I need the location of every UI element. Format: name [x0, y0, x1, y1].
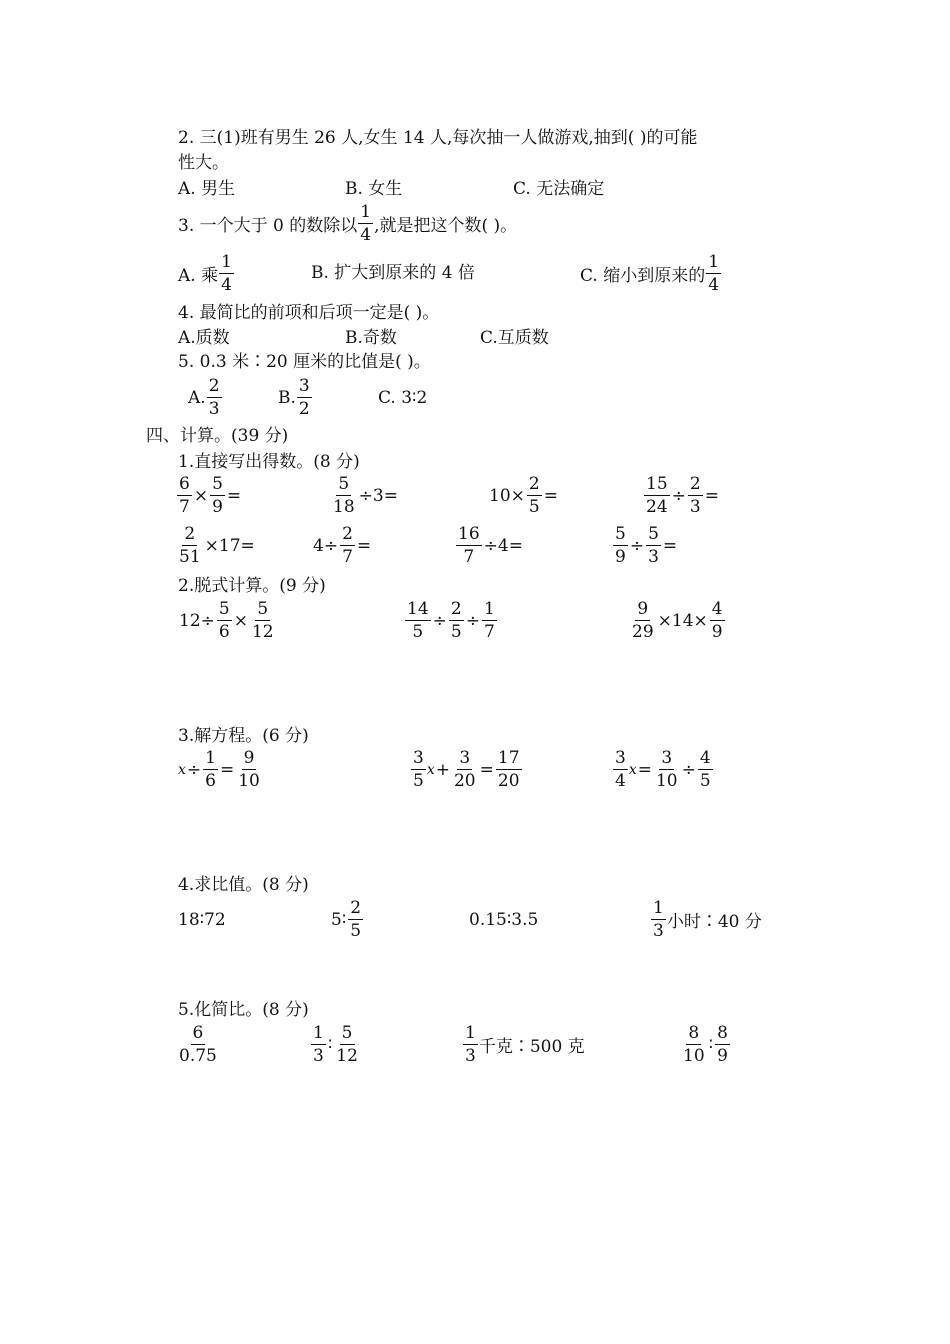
fraction [613, 748, 628, 791]
s3-title: 3.解方程。(6 分) [178, 726, 309, 746]
fraction [496, 748, 522, 791]
denominator: 3 [648, 547, 659, 567]
denominator: 7 [463, 547, 475, 567]
operator: ÷ [671, 485, 686, 506]
q3-option-a-pre: A. 乘 [178, 266, 219, 286]
denominator: 4 [615, 771, 626, 791]
numerator: 5 [212, 474, 223, 494]
operator: ÷ [681, 759, 696, 780]
numerator: 14 [407, 599, 429, 619]
q5-option-c: C. 3∶2 [378, 388, 428, 408]
equals: = [662, 535, 678, 556]
denominator: 18 [333, 497, 355, 517]
equals: = [479, 759, 494, 780]
fraction [334, 1023, 360, 1066]
numerator: 6 [192, 1023, 204, 1043]
operator: + [435, 759, 450, 780]
s4-expr-3: 0.15∶3.5 [469, 910, 539, 930]
s1-expr-7 [455, 524, 524, 567]
fraction [217, 599, 232, 642]
q3-option-c-pre: C. 缩小到原来的 [580, 266, 706, 286]
operator: ∶ [708, 1034, 714, 1055]
s4-title: 4.求比值。(8 分) [178, 875, 309, 895]
q2-line2: 性大。 [178, 153, 229, 173]
numerator: 5 [257, 599, 269, 619]
expression-pre: 4÷ [313, 535, 339, 556]
q5-option-b [278, 376, 313, 419]
s5-expr-3 [462, 1023, 585, 1066]
numerator: 2 [350, 898, 362, 918]
fraction [203, 748, 218, 791]
numerator: 8 [688, 1023, 700, 1043]
q4-option-b: B.奇数 [345, 328, 397, 348]
fraction [411, 748, 426, 791]
denominator: 9 [615, 547, 626, 567]
expression-post: 小时∶40 分 [666, 912, 762, 932]
q4-option-c: C.互质数 [480, 328, 549, 348]
fraction [449, 599, 464, 642]
fraction [715, 1023, 730, 1066]
section4-title: 四、计算。(39 分) [146, 426, 289, 446]
numerator: 1 [708, 252, 720, 272]
operator: ÷ [629, 535, 645, 556]
fraction [177, 1023, 219, 1066]
numerator: 1 [313, 1023, 324, 1043]
denominator: 7 [483, 622, 495, 642]
equals: = [219, 759, 235, 780]
q4-stem: 4. 最简比的前项和后项一定是( )。 [178, 303, 440, 323]
equals: = [637, 759, 652, 780]
numerator: 5 [648, 524, 659, 544]
numerator: 3 [459, 748, 471, 768]
s2-expr-1 [178, 599, 277, 642]
numerator: 1 [465, 1023, 476, 1043]
fraction [177, 474, 192, 517]
q5-stem: 5. 0.3 米∶20 厘米的比值是( )。 [178, 352, 431, 372]
expression-post: 千克∶500 克 [478, 1037, 585, 1057]
numerator: 2 [342, 524, 353, 544]
operator: ÷ [186, 759, 202, 780]
denominator: 12 [336, 1046, 358, 1066]
q3-stem-pre: 3. 一个大于 0 的数除以 [178, 216, 358, 236]
q3-option-b: B. 扩大到原来的 4 倍 [311, 263, 475, 283]
fraction [348, 898, 363, 941]
fraction [340, 524, 355, 567]
q5-option-a [188, 376, 223, 419]
numerator: 2 [528, 474, 540, 494]
s3-equation-3 [612, 748, 714, 791]
fraction [452, 748, 478, 791]
s2-expr-2 [404, 599, 498, 642]
numerator: 16 [458, 524, 480, 544]
denominator: 9 [212, 497, 223, 517]
s1-expr-4 [643, 474, 720, 517]
operator: × [233, 610, 248, 631]
s4-expr-2 [330, 898, 364, 941]
operator: ∶ [327, 1034, 333, 1055]
numerator: 4 [711, 599, 723, 619]
fraction [681, 1023, 707, 1066]
denominator: 5 [699, 771, 711, 791]
denominator: 3 [653, 921, 664, 941]
numerator: 9 [243, 748, 255, 768]
fraction [482, 599, 497, 642]
equals: = [704, 485, 719, 506]
denominator: 3 [208, 399, 220, 419]
fraction [311, 1023, 326, 1066]
denominator: 9 [711, 622, 723, 642]
q2-option-b: B. 女生 [345, 179, 403, 199]
fraction [654, 748, 680, 791]
numerator: 1 [360, 202, 372, 222]
denominator: 4 [221, 275, 232, 295]
denominator: 3 [689, 497, 701, 517]
numerator: 1 [653, 898, 664, 918]
fraction [688, 474, 703, 517]
operator: × [193, 485, 209, 506]
q3-stem-post: ,就是把这个数( )。 [374, 216, 518, 236]
q3-stem [178, 202, 517, 245]
s3-equation-2 [410, 748, 523, 791]
q2-option-c: C. 无法确定 [513, 179, 605, 199]
expression-pre: 10× [489, 485, 525, 506]
denominator: 4 [708, 275, 720, 295]
equals: = [543, 485, 558, 506]
s1-expr-2 [330, 474, 399, 517]
numerator: 15 [646, 474, 668, 494]
numerator: 4 [699, 748, 711, 768]
expression-pre: 5∶ [331, 909, 347, 930]
denominator: 5 [412, 622, 424, 642]
numerator: 5 [338, 474, 350, 494]
denominator: 10 [683, 1046, 705, 1066]
denominator: 5 [450, 622, 462, 642]
denominator: 0.75 [179, 1046, 217, 1066]
denominator: 10 [655, 771, 678, 791]
fraction [210, 474, 225, 517]
operator: ×14× [657, 610, 708, 631]
fraction [527, 474, 542, 517]
numerator: 1 [483, 599, 495, 619]
s5-title: 5.化简比。(8 分) [178, 1000, 309, 1020]
numerator: 3 [615, 748, 626, 768]
s5-expr-4 [680, 1023, 731, 1066]
s1-expr-5 [176, 524, 256, 567]
denominator: 7 [342, 547, 353, 567]
s1-expr-6 [312, 524, 372, 567]
q3-option-c [580, 252, 722, 295]
denominator: 24 [646, 497, 668, 517]
expression-tail: ÷4= [483, 535, 523, 556]
q5-option-a-pre: A. [188, 387, 206, 408]
s1-expr-8 [612, 524, 678, 567]
denominator: 9 [717, 1046, 728, 1066]
variable-x: x [178, 761, 186, 778]
s1-title: 1.直接写出得数。(8 分) [178, 452, 360, 472]
denominator: 6 [205, 771, 216, 791]
s4-expr-4 [650, 898, 762, 941]
numerator: 2 [208, 376, 220, 396]
denominator: 5 [413, 771, 424, 791]
denominator: 3 [313, 1046, 324, 1066]
fraction [644, 474, 670, 517]
fraction [710, 599, 725, 642]
s2-title: 2.脱式计算。(9 分) [178, 576, 326, 596]
numerator: 6 [179, 474, 190, 494]
equals: = [356, 535, 372, 556]
numerator: 5 [615, 524, 626, 544]
s4-expr-1: 18∶72 [178, 910, 226, 930]
fraction [177, 524, 203, 567]
q3-option-c-fraction [706, 252, 721, 295]
numerator: 1 [221, 252, 232, 272]
numerator: 5 [218, 599, 230, 619]
denominator: 7 [179, 497, 190, 517]
fraction [405, 599, 431, 642]
expression-tail: ×17= [204, 535, 255, 556]
numerator: 3 [298, 376, 310, 396]
denominator: 10 [238, 771, 260, 791]
s1-expr-1 [176, 474, 242, 517]
numerator: 8 [717, 1023, 728, 1043]
s5-expr-1 [176, 1023, 220, 1066]
denominator: 6 [218, 622, 230, 642]
fraction [463, 1023, 478, 1066]
fraction [331, 474, 357, 517]
numerator: 3 [661, 748, 673, 768]
equals: = [226, 485, 242, 506]
q2-line1: 2. 三(1)班有男生 26 人,女生 14 人,每次抽一人做游戏,抽到( )的可能 [178, 128, 698, 148]
fraction [236, 748, 262, 791]
variable-x: x [426, 761, 435, 778]
s1-expr-3 [488, 474, 559, 517]
denominator: 12 [251, 622, 274, 642]
fraction [646, 524, 661, 567]
q5-option-b-pre: B. [278, 387, 296, 408]
numerator: 2 [184, 524, 196, 544]
q3-option-a-fraction [219, 252, 234, 295]
numerator: 2 [450, 599, 462, 619]
numerator: 2 [689, 474, 701, 494]
q5-option-a-fraction [207, 376, 222, 419]
q4-option-a: A.质数 [178, 328, 230, 348]
numerator: 9 [637, 599, 649, 619]
expression-tail: ÷3= [358, 485, 398, 506]
denominator: 5 [350, 921, 362, 941]
numerator: 17 [497, 748, 520, 768]
fraction [651, 898, 666, 941]
operator: ÷ [432, 610, 447, 631]
numerator: 3 [413, 748, 424, 768]
operator: ÷ [465, 610, 480, 631]
denominator: 5 [528, 497, 540, 517]
fraction [250, 599, 276, 642]
fraction [456, 524, 482, 567]
fraction [613, 524, 628, 567]
fraction [698, 748, 713, 791]
q3-option-a [178, 252, 235, 295]
numerator: 1 [205, 748, 216, 768]
s3-equation-1 [178, 748, 263, 791]
s5-expr-2 [310, 1023, 361, 1066]
denominator: 20 [453, 771, 476, 791]
q5-option-b-fraction [297, 376, 312, 419]
q2-option-a: A. 男生 [178, 179, 236, 199]
denominator: 29 [632, 622, 654, 642]
q3-stem-fraction [358, 202, 373, 245]
denominator: 4 [360, 225, 372, 245]
expression-pre: 12÷ [179, 610, 215, 631]
denominator: 51 [179, 547, 201, 567]
fraction [630, 599, 656, 642]
s2-expr-3 [629, 599, 726, 642]
denominator: 2 [298, 399, 310, 419]
denominator: 20 [497, 771, 520, 791]
numerator: 5 [341, 1023, 353, 1043]
variable-x: x [628, 761, 637, 778]
denominator: 3 [465, 1046, 476, 1066]
